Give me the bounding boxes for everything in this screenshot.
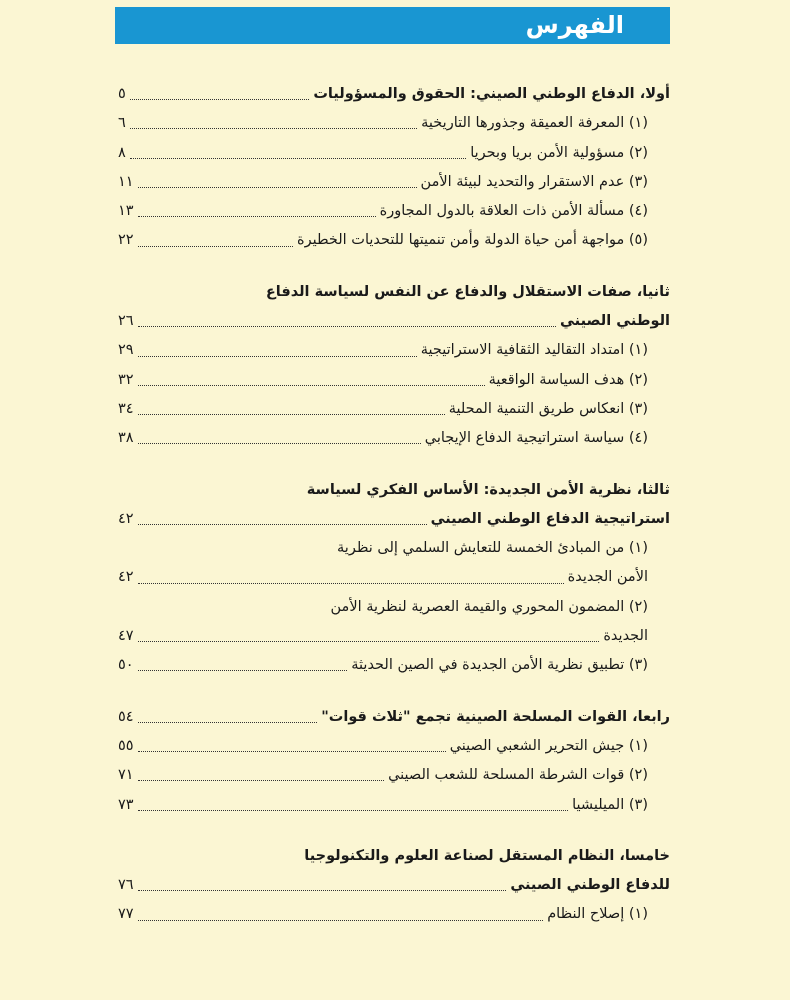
toc-entry-text: (١) امتداد التقاليد الثقافية الاستراتيجية [420,342,648,359]
toc-entry-text: (٥) مواجهة أمن حياة الدولة وأمن تنميتها للتحديات الخطيرة [297,232,648,249]
toc-entry[interactable] [118,732,670,761]
toc-heading-entry[interactable] [118,476,670,505]
toc-entry[interactable] [118,622,670,651]
toc-heading-entry[interactable] [118,505,670,534]
dot-leader [138,583,564,584]
toc-entry[interactable] [118,900,670,929]
toc-entry-text: خامسا، النظام المستقل لصناعة العلوم والتكنولوجيا [304,847,670,864]
page-number: ٤٢ [118,510,134,527]
page-number: ٦ [118,115,126,132]
toc-entry-text: ثانيا، صفات الاستقلال والدفاع عن النفس لسياسة الدفاع [265,283,670,300]
toc-entry-text: (١) إصلاح النظام [547,906,648,923]
toc-entry-text: الأمن الجديدة [567,569,648,586]
dot-leader [138,641,600,642]
page-number: ٧١ [118,767,134,784]
toc-entry-text: الوطني الصيني [559,313,670,330]
toc-entry-text: (١) جيش التحرير الشعبي الصيني [449,737,648,754]
page-number: ٤٧ [118,628,134,645]
toc-entry-text: (٤) مسألة الأمن ذات العلاقة بالدول المجاورة [379,203,648,220]
toc-entry[interactable] [118,395,670,424]
dot-leader [138,890,507,891]
dot-leader [138,810,569,811]
toc-section [118,842,670,930]
toc-heading-entry[interactable] [118,80,670,109]
table-of-contents [118,80,670,952]
toc-heading-entry[interactable] [118,842,670,871]
toc-entry[interactable] [118,563,670,592]
toc-entry-text: (٢) المضمون المحوري والقيمة العصرية لنظرية الأمن [330,598,648,615]
dot-leader [138,414,445,415]
toc-entry-text: للدفاع الوطني الصيني [510,877,670,894]
toc-entry[interactable] [118,534,670,563]
page-number: ٣٨ [118,430,134,447]
toc-entry-text: (٢) قوات الشرطة المسلحة للشعب الصيني [388,767,648,784]
toc-entry-text: (٣) انعكاس طريق التنمية المحلية [448,400,648,417]
toc-section [118,476,670,681]
dot-leader [130,99,310,100]
toc-entry[interactable] [118,336,670,365]
toc-entry-text: (١) المعرفة العميقة وجذورها التاريخية [421,115,648,132]
toc-entry-text: ثالثا، نظرية الأمن الجديدة: الأساس الفكري لسياسة [306,481,670,498]
dot-leader [138,780,385,781]
dot-leader [138,524,427,525]
page-number: ٢٩ [118,342,134,359]
toc-entry[interactable] [118,424,670,453]
page-number: ٧٧ [118,906,134,923]
page-number: ٢٢ [118,232,134,249]
dot-leader [138,751,446,752]
dot-leader [138,216,376,217]
dot-leader [138,326,556,327]
toc-entry[interactable] [118,139,670,168]
toc-section [118,278,670,454]
toc-entry-text: (٣) الميليشيا [572,796,648,813]
toc-entry-text: رابعا، القوات المسلحة الصينية تجمع "ثلاث قوات" [321,708,670,725]
page-title: الفهرس [525,11,624,39]
toc-section [118,703,670,820]
page-number: ٣٢ [118,371,134,388]
toc-entry[interactable] [118,197,670,226]
toc-entry[interactable] [118,109,670,138]
page-number: ٧٦ [118,877,134,894]
dot-leader [138,385,485,386]
toc-entry[interactable] [118,761,670,790]
toc-entry[interactable] [118,651,670,680]
dot-leader [138,920,544,921]
toc-heading-entry[interactable] [118,703,670,732]
toc-section [118,80,670,256]
toc-heading-entry[interactable] [118,871,670,900]
toc-entry[interactable] [118,366,670,395]
dot-leader [138,443,421,444]
dot-leader [138,187,417,188]
toc-entry-text: (٢) هدف السياسة الواقعية [488,371,648,388]
page-number: ٧٣ [118,796,134,813]
page-number: ٢٦ [118,313,134,330]
toc-entry-text: (٣) عدم الاستقرار والتحديد لبيئة الأمن [420,173,648,190]
page-number: ١٣ [118,203,134,220]
page-number: ٥ [118,86,126,102]
toc-entry[interactable] [118,168,670,197]
toc-entry[interactable] [118,791,670,820]
toc-entry[interactable] [118,226,670,255]
title-banner [115,7,670,44]
toc-entry-text: أولا، الدفاع الوطني الصيني: الحقوق والمسؤوليات [313,86,670,102]
page-number: ٨ [118,144,126,161]
page-number: ١١ [118,173,134,190]
toc-entry-text: (٣) تطبيق نظرية الأمن الجديدة في الصين الحديثة [351,657,648,674]
dot-leader [138,670,348,671]
toc-entry[interactable] [118,593,670,622]
toc-entry-text: (٤) سياسة استراتيجية الدفاع الإيجابي [424,430,648,447]
toc-heading-entry[interactable] [118,278,670,307]
toc-entry-text: (١) من المبادئ الخمسة للتعايش السلمي إلى نظرية [337,540,648,557]
toc-entry-text: استراتيجية الدفاع الوطني الصيني [430,510,670,527]
page-number: ٥٠ [118,657,134,674]
page-number: ٤٢ [118,569,134,586]
page-number: ٣٤ [118,400,134,417]
dot-leader [138,356,417,357]
dot-leader [138,722,318,723]
toc-entry-text: الجديدة [603,628,648,645]
dot-leader [130,128,417,129]
page-number: ٥٤ [118,708,134,725]
dot-leader [138,246,293,247]
toc-entry-text: (٢) مسؤولية الأمن بريا وبحريا [470,144,648,161]
page-number: ٥٥ [118,737,134,754]
dot-leader [130,158,466,159]
toc-heading-entry[interactable] [118,307,670,336]
